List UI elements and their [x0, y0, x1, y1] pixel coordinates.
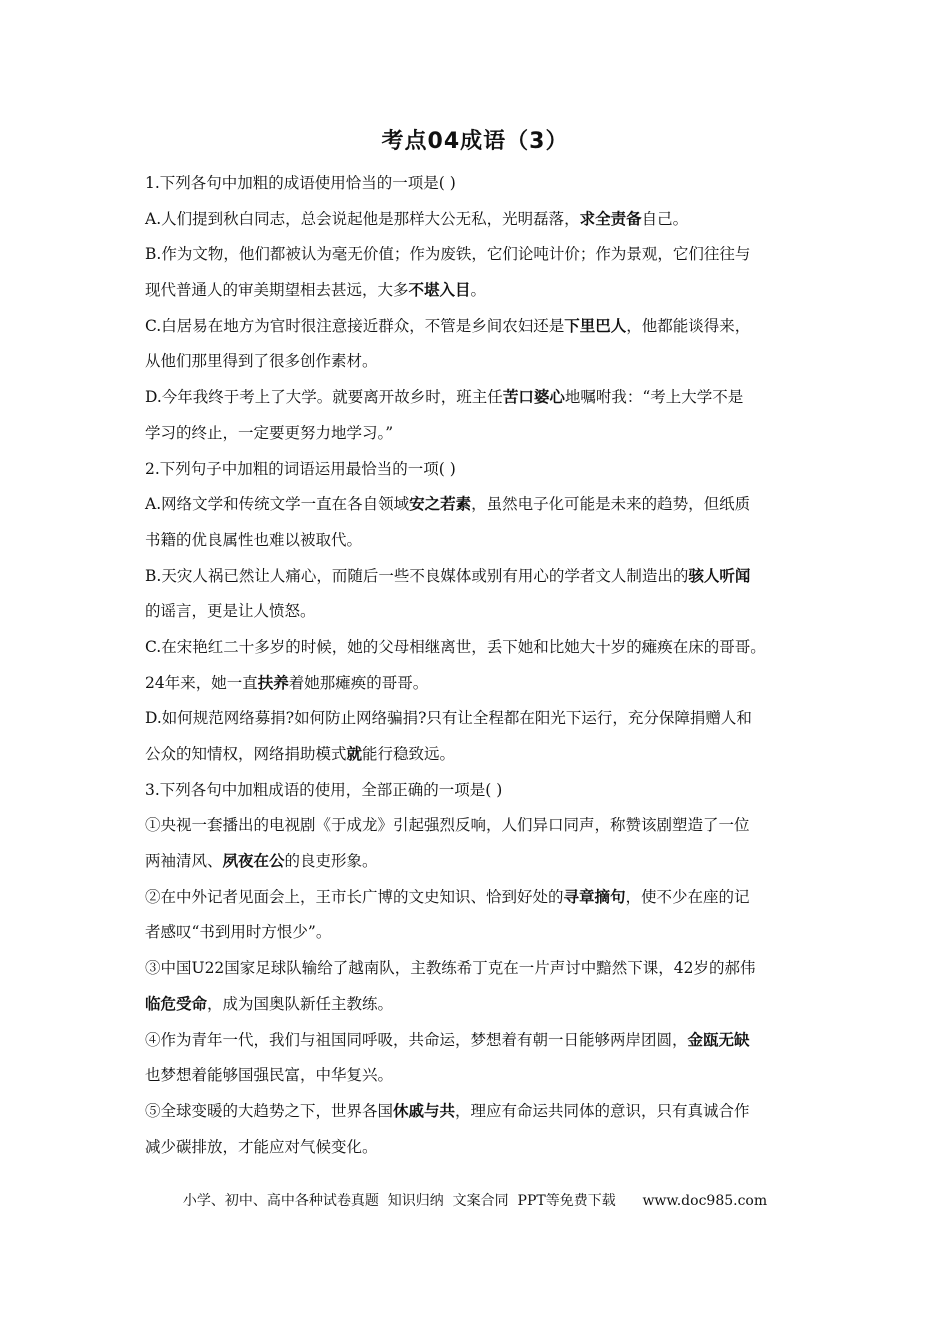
- bold-idiom: 金瓯无缺: [687, 1030, 750, 1049]
- text-line: [145, 987, 810, 1023]
- text-segment: B.天灾人祸已然让人痛心，而随后一些不良媒体或别有用心的学者文人制造出的: [145, 566, 689, 585]
- text-line: [145, 344, 810, 380]
- text-segment: ④作为青年一代，我们与祖国同呼吸，共命运，梦想着有朝一日能够两岸团圆，: [145, 1030, 688, 1049]
- text-line: [145, 202, 810, 238]
- bold-idiom: 就: [346, 745, 363, 763]
- text-line: [145, 1058, 810, 1094]
- text-segment: ，理应有命运共同体的意识，只有真诚合作: [455, 1101, 750, 1120]
- text-line: [145, 380, 810, 416]
- text-segment: 着她那瘫痪的哥哥。: [288, 673, 429, 692]
- text-segment: 。: [470, 281, 487, 300]
- text-segment: ，使不少在座的记: [625, 887, 750, 906]
- text-segment: 两袖清风、: [145, 852, 223, 871]
- bold-idiom: 求全责备: [579, 209, 642, 228]
- text-segment: D.今年我终于考上了大学。就要离开故乡时，班主任: [145, 388, 503, 407]
- text-line: [145, 808, 810, 844]
- bold-idiom: 寻章摘句: [563, 887, 626, 906]
- text-line: [145, 487, 810, 523]
- text-segment: 现代普通人的审美期望相去甚远，大多: [145, 281, 409, 300]
- text-segment: 学习的终止，一定要更努力地学习。”: [145, 423, 394, 442]
- text-segment: 24年来，她一直: [145, 673, 258, 692]
- text-line: [145, 166, 810, 202]
- text-segment: ②在中外记者见面会上，王市长广博的文史知识、恰到好处的: [145, 887, 564, 906]
- text-segment: 的谣言，更是让人愤怒。: [145, 602, 316, 621]
- bold-idiom: 苦口婆心: [502, 388, 565, 407]
- text-segment: ，他都能谈得来，: [626, 316, 751, 335]
- text-segment: 从他们那里得到了很多创作素材。: [145, 352, 378, 371]
- text-line: [145, 273, 810, 309]
- text-line: [145, 701, 810, 737]
- text-segment: ⑤全球变暖的大趋势之下，世界各国: [145, 1101, 394, 1120]
- text-line: [145, 559, 810, 595]
- text-line: [145, 237, 810, 273]
- text-segment: ①央视一套播出的电视剧《于成龙》引起强烈反响，人们异口同声，称赞该剧塑造了一位: [145, 816, 750, 835]
- text-line: [145, 773, 810, 809]
- text-line: [145, 309, 810, 345]
- text-segment: ，虽然电子化可能是未来的趋势，但纸质: [471, 495, 751, 514]
- text-segment: ，成为国奥队新任主教练。: [207, 994, 394, 1013]
- text-segment: D.如何规范网络募捐?如何防止网络骗捐?只有让全程都在阳光下运行，充分保障捐赠人和: [145, 709, 752, 728]
- bold-idiom: 下里巴人: [564, 316, 627, 335]
- text-segment: C.在宋艳红二十多岁的时候，她的父母相继离世，丢下她和比她大十岁的瘫痪在床的哥哥。: [145, 637, 766, 656]
- text-segment: 减少碳排放，才能应对气候变化。: [145, 1137, 378, 1156]
- text-segment: 能行稳致远。: [362, 745, 456, 763]
- text-segment: 书籍的优良属性也难以被取代。: [145, 530, 363, 549]
- text-segment: 地嘱咐我：“考上大学不是: [564, 388, 744, 407]
- page-footer: 小学、初中、高中各种试卷真题 知识归纳 文案合同 PPT等免费下载 www.doc985.com: [182, 1193, 768, 1209]
- bold-idiom: 临危受命: [145, 994, 208, 1013]
- bold-idiom: 骇人听闻: [688, 566, 751, 585]
- page-title: 考点04成语（3）: [381, 129, 569, 154]
- text-segment: 的良吏形象。: [284, 852, 378, 871]
- bold-idiom: 扶养: [257, 673, 289, 692]
- text-segment: 3.下列各句中加粗成语的使用，全部正确的一项是( ): [145, 780, 503, 799]
- text-line: [145, 666, 810, 702]
- question-body: [145, 166, 810, 1165]
- text-segment: 者感叹“书到用时方恨少”。: [145, 923, 332, 942]
- bold-idiom: 不堪入目: [408, 281, 471, 300]
- text-line: [145, 737, 810, 773]
- text-line: [145, 951, 810, 987]
- bold-idiom: 夙夜在公: [222, 852, 285, 871]
- text-line: [145, 1023, 810, 1059]
- text-segment: B.作为文物，他们都被认为毫无价值；作为废铁，它们论吨计价；作为景观，它们往往与: [145, 245, 751, 264]
- text-segment: ③中国U22国家足球队输给了越南队，主教练希丁克在一片声讨中黯然下课，42岁的郝伟: [145, 959, 756, 978]
- text-line: [145, 452, 810, 488]
- text-line: [145, 630, 810, 666]
- bold-idiom: 安之若素: [409, 495, 472, 514]
- text-segment: 公众的知情权，网络捐助模式: [145, 745, 347, 763]
- text-line: [145, 594, 810, 630]
- bold-idiom: 休戚与共: [393, 1101, 456, 1120]
- text-line: [145, 523, 810, 559]
- text-line: [145, 416, 810, 452]
- text-line: [145, 880, 810, 916]
- text-line: [145, 1094, 810, 1130]
- text-line: [145, 1130, 810, 1166]
- text-segment: A.人们提到秋白同志，总会说起他是那样大公无私，光明磊落，: [145, 209, 580, 228]
- text-line: [145, 915, 810, 951]
- text-line: [145, 844, 810, 880]
- text-segment: 也梦想着能够国强民富，中华复兴。: [145, 1066, 394, 1085]
- text-segment: 自己。: [641, 209, 689, 228]
- text-segment: A.网络文学和传统文学一直在各自领域: [145, 495, 410, 514]
- text-segment: 2.下列句子中加粗的词语运用最恰当的一项( ): [145, 459, 456, 478]
- text-segment: C.白居易在地方为官时很注意接近群众，不管是乡间农妇还是: [145, 316, 565, 335]
- text-segment: 1.下列各句中加粗的成语使用恰当的一项是( ): [145, 174, 456, 192]
